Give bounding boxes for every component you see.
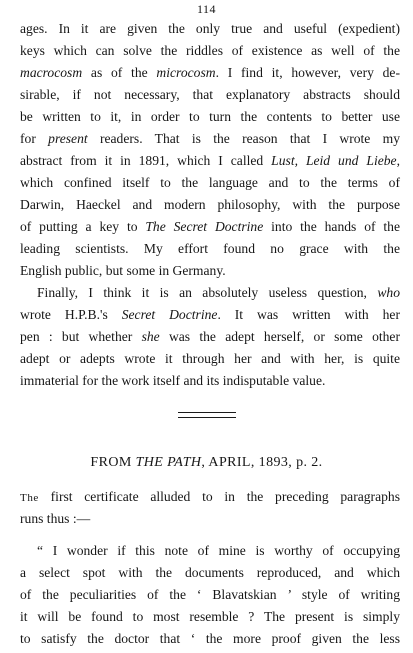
text-line: macrocosm as of the microcosm. I find it, however, very de- [20, 65, 400, 80]
text-run: first certificate alluded to in the preceding paragraphs [38, 489, 400, 504]
text-line: Finally, I think it is an absolutely useless question, who [37, 285, 400, 300]
text-line [20, 486, 400, 509]
text-line: runs thus :— [20, 511, 91, 526]
heading-prefix: FROM [90, 455, 136, 470]
text-line: Darwin, Haeckel and modern philosophy, with the purpose [20, 197, 400, 212]
text-line: which confined itself to the language and to the terms of [20, 175, 400, 190]
text-line: a select spot with the documents reproduced, and which [20, 565, 400, 580]
text-line: wrote H.P.B.'s Secret Doctrine. It was written with her [20, 307, 400, 322]
text-line: adept or adepts wrote it through her and with her, is quite [20, 351, 400, 366]
text-line: to satisfy the doctor that ‘ the more proof given the less [20, 631, 400, 646]
page-number: 114 [196, 2, 217, 16]
text-line: of putting a key to The Secret Doctrine into the hands of the [20, 219, 400, 234]
text-line: “ I wonder if this note of mine is worthy of occupying [37, 543, 400, 558]
text-line: ages. In it are given the only true and useful (expedient) [20, 21, 400, 36]
section-divider-rule [178, 417, 236, 418]
smallcaps-word: The [20, 492, 39, 504]
section-heading [0, 453, 413, 473]
section-divider-rule [178, 412, 236, 413]
text-line: be written to it, in order to turn the contents to better use [20, 109, 400, 124]
text-line: leading scientists. My effort found no grace with the [20, 241, 400, 256]
heading-italic-title: THE PATH [135, 455, 202, 470]
text-line: for present readers. That is the reason that I wrote my [20, 131, 401, 146]
text-line: immaterial for the work itself and its indisputable value. [20, 373, 326, 388]
text-line: keys which can solve the riddles of existence as well of the [20, 43, 400, 58]
text-line: it will be found to most resemble ? The present is simply [20, 609, 400, 624]
text-line: sirable, if not necessary, that explanatory abstracts should [20, 87, 400, 102]
text-line: of the peculiarities of the ‘ Blavatskian ’ style of writing [20, 587, 400, 602]
text-line: abstract from it in 1891, which I called Lust, Leid und Liebe, [20, 153, 400, 168]
text-line: pen : but whether she was the adept herself, or some other [20, 329, 400, 344]
text-line: English public, but some in Germany. [20, 263, 226, 278]
heading-suffix: , APRIL, 1893, p. 2. [201, 455, 323, 470]
